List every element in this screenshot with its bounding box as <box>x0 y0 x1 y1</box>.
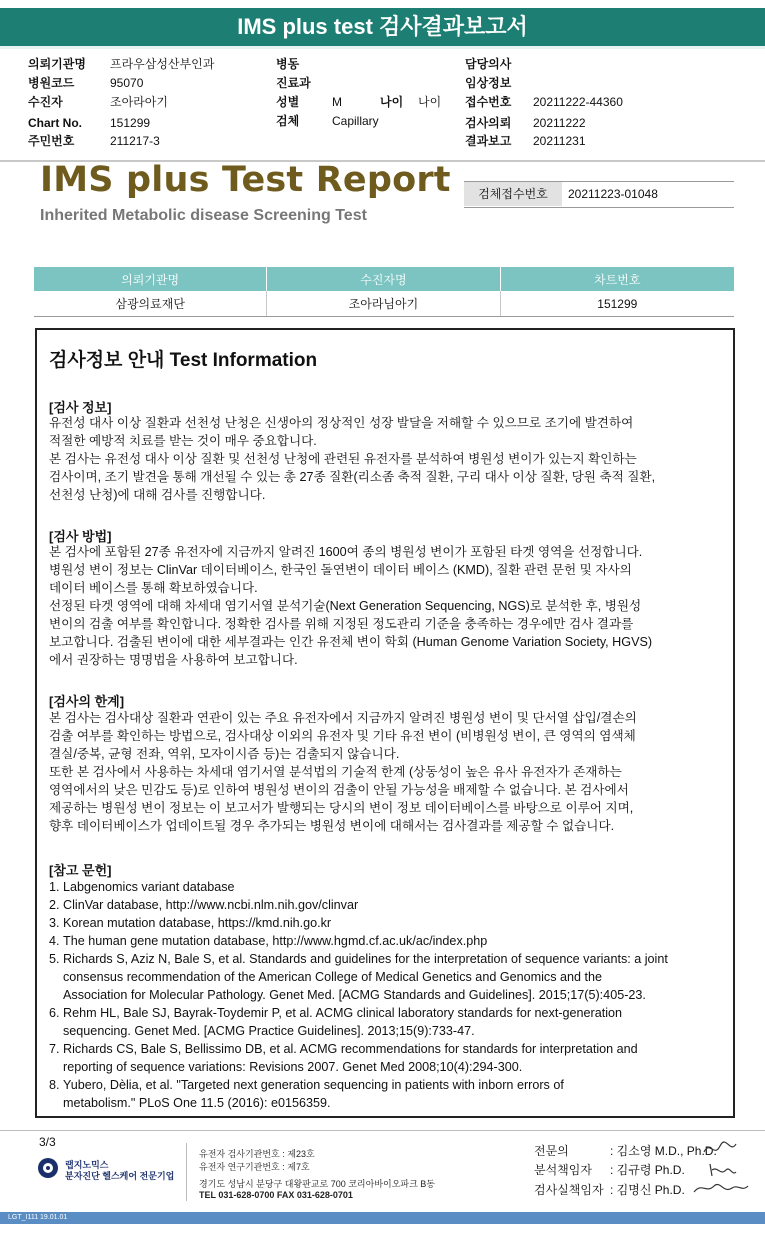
lab-info-line: 유전자 검사기관번호 : 제23호 <box>199 1149 315 1159</box>
table-cell: 삼광의료재단 <box>34 291 267 317</box>
text-line: 보고합니다. 검출된 변이에 대한 세부결과는 인간 유전체 변이 학회 (Human Genome Variation Society, HGVS) <box>49 635 653 649</box>
form-code-bar: LGT_I111 19.01.01 <box>0 1212 765 1224</box>
reference-item: 1. Labgenomics variant database <box>49 880 235 894</box>
footer-vertical-divider <box>186 1143 187 1201</box>
report-subtitle: Inherited Metabolic disease Screening Test <box>40 207 367 224</box>
signature-icon <box>690 1178 750 1198</box>
header-label: 검사의뢰 <box>465 116 512 130</box>
header-value: 95070 <box>110 76 144 90</box>
header-value: Capillary <box>332 114 379 128</box>
text-line: 본 검사에 포함된 27종 유전자에 지금까지 알려진 1600여 종의 병원성 변이가 포함된 타겟 영역을 선정합니다. <box>49 545 643 559</box>
signer-role: 전문의 <box>534 1144 569 1158</box>
header-label: 병동 <box>276 57 300 71</box>
text-line: 결실/중복, 균형 전좌, 역위, 모자이시즘 등)는 검출되지 않습니다. <box>49 747 400 761</box>
header-label: 병원코드 <box>28 76 75 90</box>
header-label: 임상정보 <box>465 76 512 90</box>
footer-divider <box>0 1130 765 1131</box>
signer-role: 검사실책임자 <box>534 1183 604 1197</box>
text-line: 제공하는 병원성 변이 정보는 이 보고서가 발행되는 당시의 변이 정보 데이터베이스를 바탕으로 이루어 지며, <box>49 801 634 815</box>
text-line: 영역에서의 낮은 민감도 등)로 인하여 병원성 변이의 검출이 안될 가능성을 배제할 수 없습니다. 본 검사에서 <box>49 783 629 797</box>
text-line: 검사이며, 조기 발견을 통해 개선될 수 있는 총 27종 질환(리소좀 축적 질환, 구리 대사 이상 질환, 당원 축적 질환, <box>49 470 656 484</box>
text-line: 본 검사는 검사대상 질환과 연관이 있는 주요 유전자에서 지금까지 알려진 병원성 변이 및 단서열 삽입/결손의 <box>49 711 637 725</box>
signature-icon <box>704 1160 740 1180</box>
header-value: 20211231 <box>533 134 586 148</box>
table-header: 수진자명 <box>267 267 500 291</box>
company-tagline: 분자진단 헬스케어 전문기업 <box>65 1171 175 1181</box>
table-cell: 조아라님아기 <box>267 291 500 317</box>
report-title: IMS plus Test Report <box>40 160 451 200</box>
table-header-row <box>34 267 734 291</box>
header-label: Chart No. <box>28 116 82 130</box>
reference-item: 6. Rehm HL, Bale SJ, Bayrak-Toydemir P, et al. ACMG clinical laboratory standards for next-generation sequencing. Genet Med. [ACMG Practice Guidelines]. 2013;15(9):733-47. <box>49 1006 623 1038</box>
section-title: 검사정보 안내 Test Information <box>49 350 318 371</box>
method-heading: [검사 방법] <box>49 529 112 544</box>
header-value: 211217-3 <box>110 134 160 148</box>
text-line: 변이의 검출 여부를 확인합니다. 정확한 검사를 위해 지정된 정도관리 기준을 충족하는 경우에만 검사 결과를 <box>49 617 634 631</box>
header-value: 20211222 <box>533 116 586 130</box>
table-header: 차트번호 <box>500 267 734 291</box>
text-line: 유전성 대사 이상 질환과 선천성 난청은 신생아의 정상적인 성장 발달을 저해할 수 있으므로 조기에 발견하여 <box>49 416 634 430</box>
info-paragraph <box>49 414 733 504</box>
reference-item: 5. Richards S, Aziz N, Bale S, et al. Standards and guidelines for the interpretation of sequence variants: a joint consensus recommendation of the American College of Medical Genetics and Genomics and the Association for Molecular Pathology. Genet Med. [ACMG Standards and Guidelines]. 2015;17(5):405-23. <box>49 952 668 1002</box>
table-row <box>34 291 734 317</box>
company-name: 랩지노믹스 <box>65 1160 109 1170</box>
header-value: 프라우삼성산부인과 <box>110 57 215 71</box>
reference-list <box>49 878 729 1112</box>
limit-paragraph <box>49 709 733 835</box>
reference-item: 3. Korean mutation database, https://kmd.nih.go.kr <box>49 916 332 930</box>
text-line: 에서 권장하는 명명법을 사용하여 보고합니다. <box>49 653 298 667</box>
table-cell: 151299 <box>500 291 734 317</box>
header-label: 나이 <box>380 95 404 109</box>
signature-icon <box>700 1138 740 1160</box>
report-banner: IMS plus test 검사결과보고서 <box>0 8 765 46</box>
text-line: 선천성 난청)에 대해 검사를 진행합니다. <box>49 488 266 502</box>
text-line: 또한 본 검사에서 사용하는 차세대 염기서열 분석법의 기술적 한계 (상동성이 높은 유사 유전자가 존재하는 <box>49 765 622 779</box>
signer-name: : 김규령 Ph.D. <box>610 1163 685 1177</box>
reference-item: 4. The human gene mutation database, http://www.hgmd.cf.ac.uk/ac/index.php <box>49 934 488 948</box>
header-value: M <box>332 95 342 109</box>
text-line: 데이터 베이스를 통해 확보하였습니다. <box>49 581 258 595</box>
table-header: 의뢰기관명 <box>34 267 267 291</box>
page-number: 3/3 <box>39 1135 56 1149</box>
header-value: 나이 <box>418 95 442 109</box>
reference-item: 2. ClinVar database, http://www.ncbi.nlm.nih.gov/clinvar <box>49 898 359 912</box>
text-line: 선정된 타겟 영역에 대해 차세대 염기서열 분석기술(Next Generation Sequencing, NGS)로 분석한 후, 병원성 <box>49 599 642 613</box>
header-label: 진료과 <box>276 76 311 90</box>
header-label: 검체 <box>276 114 300 128</box>
text-line: 병원성 변이 정보는 ClinVar 데이터베이스, 한국인 돌연변이 데이터 베이스 (KMD), 질환 관련 문헌 및 자사의 <box>49 563 632 577</box>
signer-name: : 김소영 M.D., Ph.D. <box>610 1144 717 1158</box>
header-value: 20211222-44360 <box>533 95 623 109</box>
patient-info-table <box>34 267 734 317</box>
banner-divider <box>0 46 765 49</box>
company-logo-icon-dot <box>46 1166 50 1170</box>
refs-heading: [참고 문헌] <box>49 863 112 878</box>
signer-role: 분석책임자 <box>534 1163 592 1177</box>
header-label: 주민번호 <box>28 134 75 148</box>
header-label: 성별 <box>276 95 300 109</box>
receipt-value: 20211223-01048 <box>568 187 658 201</box>
reference-item: 8. Yubero, Dèlia, et al. "Targeted next generation sequencing in patients with inborn errors of metabolism." PLoS One 11.5 (2016): e0156359. <box>49 1078 564 1110</box>
limit-heading: [검사의 한계] <box>49 694 125 709</box>
reference-item: 7. Richards CS, Bale S, Bellissimo DB, et al. ACMG recommendations for standards for interpretation and reporting of sequence variations: Revisions 2007. Genet Med 2008;10(4):294-300. <box>49 1042 638 1074</box>
text-line: 적절한 예방적 치료를 받는 것이 매우 중요합니다. <box>49 434 317 448</box>
header-label: 의뢰기관명 <box>28 57 86 71</box>
lab-contact-line: TEL 031-628-0700 FAX 031-628-0701 <box>199 1190 353 1200</box>
lab-info-line: 유전자 연구기관번호 : 제7호 <box>199 1162 310 1172</box>
header-label: 담당의사 <box>465 57 512 71</box>
text-line: 향후 데이터베이스가 업데이트될 경우 추가되는 병원성 변이에 대해서는 검사결과를 제공할 수 없습니다. <box>49 819 615 833</box>
receipt-label: 검체접수번호 <box>464 182 562 206</box>
info-heading: [검사 정보] <box>49 400 112 415</box>
header-label: 수진자 <box>28 95 63 109</box>
header-value: 151299 <box>110 116 151 130</box>
lab-info-line: 경기도 성남시 분당구 대왕판교로 700 코리아바이오파크 B동 <box>199 1179 435 1189</box>
header-label: 접수번호 <box>465 95 512 109</box>
header-label: 결과보고 <box>465 134 512 148</box>
method-paragraph <box>49 543 733 669</box>
header-value: 조아라아기 <box>110 95 168 109</box>
text-line: 검출 여부를 확인하는 방법으로, 검사대상 이외의 유전자 및 기타 유전 변이 (비병원성 변이, 큰 영역의 염색체 <box>49 729 636 743</box>
signer-name: : 김명신 Ph.D. <box>610 1183 685 1197</box>
text-line: 본 검사는 유전성 대사 이상 질환 및 선천성 난청에 관련된 유전자를 분석하여 병원성 변이가 있는지 확인하는 <box>49 452 637 466</box>
